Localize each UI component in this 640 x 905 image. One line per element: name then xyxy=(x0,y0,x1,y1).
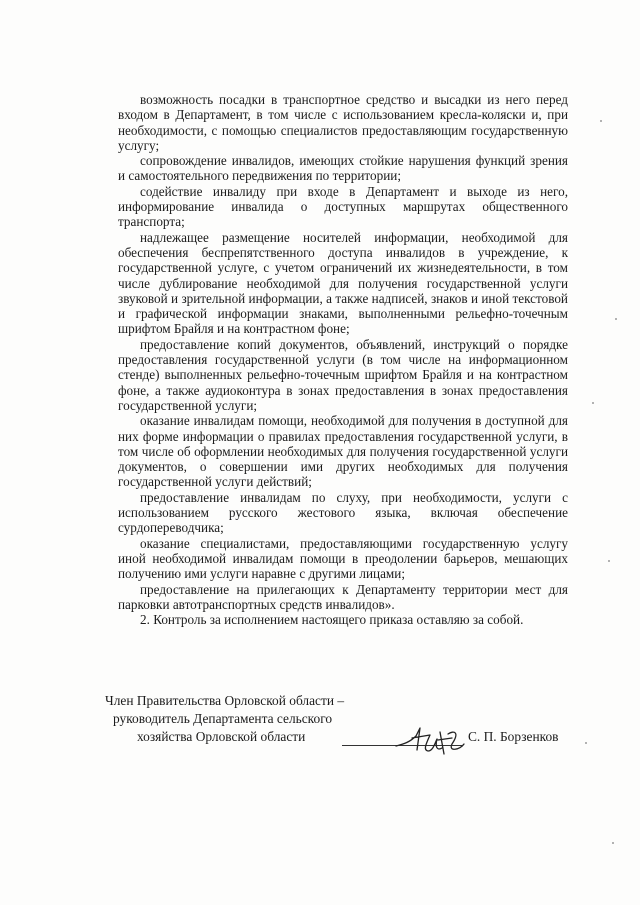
signatory-title-line1: Член Правительства Орловской области – xyxy=(105,693,345,708)
scan-speck xyxy=(608,560,610,562)
scan-speck xyxy=(592,402,594,404)
paragraph-information-placement: надлежащее размещение носителей информации, необходимой для обеспечения беспрепятственного доступа инвалидов в учреждение, к государственной услуге, с учетом ограничений их жизнедеятельности, в том числе дублирование необходимой для получения государственной услуги звуковой и зрительной информации, а также надписей, знаков и иной текстовой и графической информации знаками, выполненными рельефно-точечным шрифтом Брайля и на контрастном фоне; xyxy=(118,229,568,337)
paragraph-boarding-assistance: возможность посадки в транспортное средство и высадки из него перед входом в Департамент, в том числе с использованием кресла-коляски и, при необходимости, с помощью специалистов предоставляющим государственную услугу; xyxy=(118,92,568,153)
scan-speck xyxy=(585,742,587,744)
paragraph-escort: сопровождение инвалидов, имеющих стойкие нарушения функций зрения и самостоятельного передвижения по территории; xyxy=(118,153,568,184)
scan-speck xyxy=(615,318,617,320)
paragraph-parking: предоставление на прилегающих к Департаменту территории мест для парковки автотранспортных средств инвалидов». xyxy=(118,581,568,612)
paragraph-entry-exit-assistance: содействие инвалиду при входе в Департамент и выходе из него, информирование инвалида о доступных маршрутах общественного транспорта; xyxy=(118,183,568,230)
paragraph-sign-language: предоставление инвалидам по слуху, при необходимости, услуги с использованием русского жестового языка, включая обеспечение сурдопереводчика; xyxy=(118,489,568,536)
scan-speck xyxy=(600,120,602,122)
signature-block xyxy=(100,692,580,772)
scan-speck xyxy=(612,842,614,844)
paragraph-accessible-information: оказание инвалидам помощи, необходимой для получения в доступной для них форме информации о правилах предоставления государственной услуги, в том числе об оформлении необходимых для получения государственной услуги документов, о совершении ими других необходимых для получения государственной услуги действий; xyxy=(118,413,568,490)
paragraph-control-clause: 2. Контроль за исполнением настоящего приказа оставляю за собой. xyxy=(140,612,524,628)
document-body xyxy=(118,92,568,627)
paragraph-barrier-help: оказание специалистами, предоставляющими государственную услугу иной необходимой инвалидам помощи в преодолении барьеров, мешающих получению ими услуги наравне с другими лицами; xyxy=(118,535,568,582)
signatory-title-line2: руководитель Департамента сельского xyxy=(113,711,333,726)
handwritten-signature xyxy=(390,714,470,764)
signatory-name: С. П. Борзенков xyxy=(468,729,559,744)
signatory-title-line3: хозяйства Орловской области xyxy=(137,729,306,744)
paragraph-document-copies: предоставление копий документов, объявлений, инструкций о порядке предоставления государственной услуги (в том числе на информационном стенде) выполненных рельефно-точечным шрифтом Брайля и на контрастном фоне, а также аудиоконтура в зонах предоставления в зонах предоставления государственной услуги; xyxy=(118,336,568,413)
